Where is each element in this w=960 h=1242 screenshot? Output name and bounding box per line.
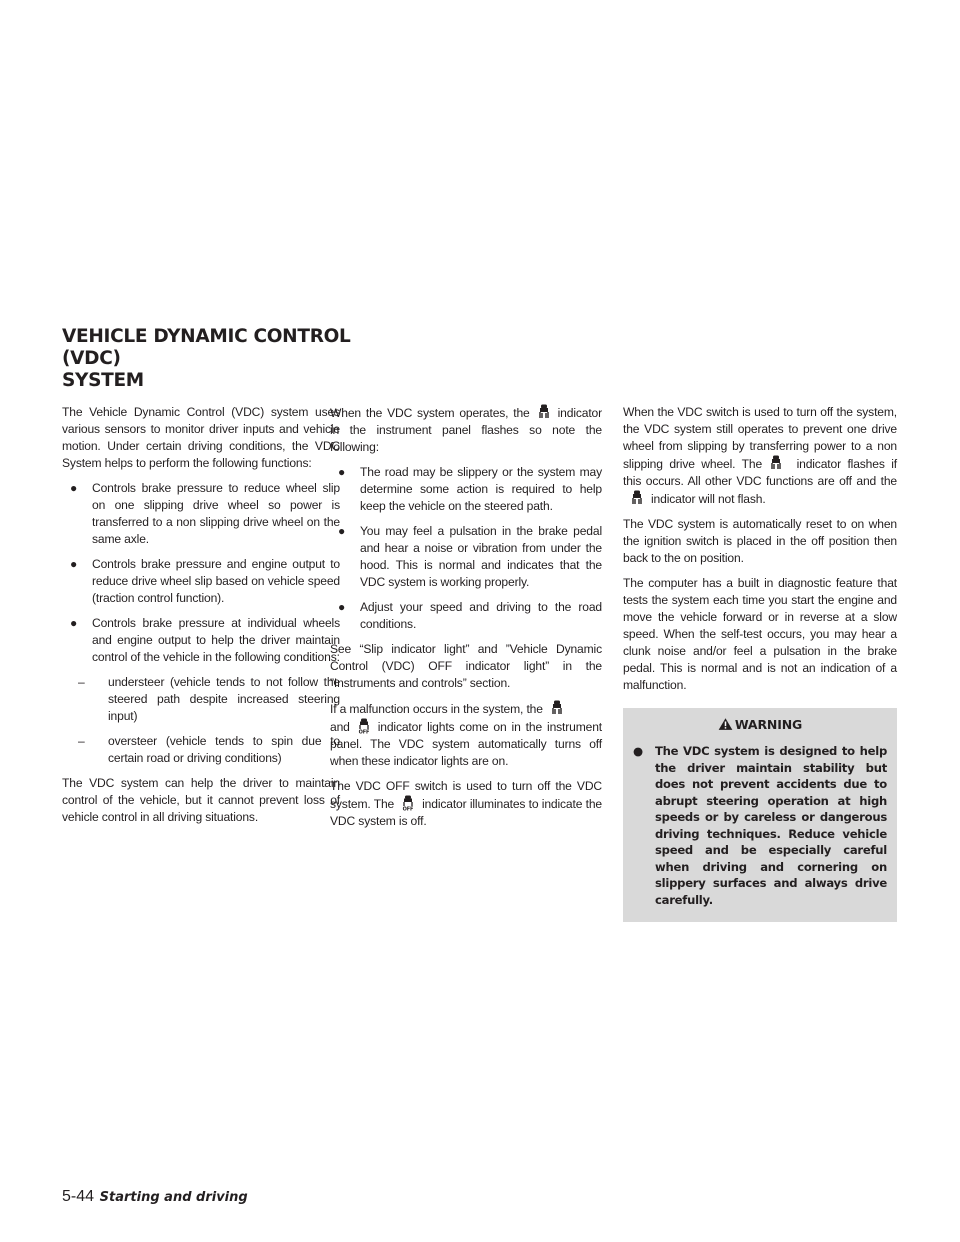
list-item — [330, 523, 602, 591]
bullet-icon: ● — [70, 481, 78, 495]
slip-indicator-icon — [534, 404, 554, 420]
bullet-text: You may feel a pulsation in the brake pedal and hear a noise or vibration from under the hood. This is normal and indicates that the VDC system is working properly. — [360, 524, 602, 589]
bullet-icon: ● — [70, 557, 78, 571]
heading-line-1: VEHICLE DYNAMIC CONTROL (VDC) — [62, 326, 351, 369]
bullet-text: The road may be slippery or the system may determine some action is required to help keep the vehicle on the steered path. — [360, 465, 602, 513]
list-item — [62, 480, 340, 548]
sub-list-item — [78, 733, 340, 767]
warning-header — [633, 716, 887, 733]
operation-paragraph: When the VDC system operates, the indicator in the instrument panel flashes so note the following: — [330, 406, 602, 454]
page-number: 5-44 — [62, 1188, 95, 1205]
column-1 — [62, 404, 340, 834]
list-item — [330, 599, 602, 633]
svg-text:OFF: OFF — [358, 729, 370, 734]
warning-item — [633, 743, 887, 908]
bullet-text: Controls brake pressure to reduce wheel slip on one slipping drive wheel so power is transferred to a non slipping drive wheel on the same axle. — [92, 481, 340, 546]
list-item — [62, 556, 340, 607]
sub-item-text: oversteer (vehicle tends to spin due to certain road or driving conditions) — [108, 734, 340, 765]
vdc-switch-paragraph: When the VDC switch is used to turn off the system, the VDC system still operates to prevent one drive wheel from slipping by transferring power to a non slipping drive wheel. The indicator flashes if this occurs. All other VDC functions are off and the indicator will not flash. — [623, 405, 897, 506]
list-item — [330, 464, 602, 515]
warning-box — [623, 708, 897, 922]
slip-indicator-icon — [766, 455, 786, 471]
dash-icon: – — [78, 675, 85, 689]
section-heading — [62, 326, 362, 392]
bullet-icon: ● — [338, 600, 346, 614]
sub-list-item — [78, 674, 340, 725]
vdc-off-indicator-icon — [354, 718, 374, 734]
heading-line-2: SYSTEM — [62, 370, 144, 391]
bullet-icon: ● — [70, 616, 78, 630]
bullet-text: Controls brake pressure at individual wheels and engine output to help the driver maintain control of the vehicle in the following conditions: — [92, 616, 340, 664]
slip-indicator-icon — [547, 700, 567, 716]
bullet-text: Controls brake pressure and engine output to reduce drive wheel slip based on vehicle speed (traction control function). — [92, 557, 340, 605]
bullet-text: Adjust your speed and driving to the road conditions. — [360, 600, 602, 631]
diagnostic-paragraph: The computer has a built in diagnostic feature that tests the system each time you start the engine and move the vehicle forward or in reverse at a slow speed. When the self-test occurs, you may hear a clunk noise and/or feel a pulsation in the brake pedal. This is normal and is not an indication of a malfunction. — [623, 576, 897, 692]
slip-indicator-icon — [627, 490, 647, 506]
column-2 — [330, 404, 602, 838]
bullet-icon: ● — [633, 744, 643, 758]
bullet-icon: ● — [338, 524, 346, 538]
malfunction-paragraph: If a malfunction occurs in the system, the and OFF indicator lights come on in the instrument panel. The VDC system automatically turns off when these indicator lights are on. — [330, 702, 602, 768]
closing-paragraph: The VDC system can help the driver to maintain control of the vehicle, but it cannot prevent loss of vehicle control in all driving situations. — [62, 776, 340, 824]
intro-paragraph: The Vehicle Dynamic Control (VDC) system uses various sensors to monitor driver inputs and vehicle motion. Under certain driving conditions, the VDC System helps to perform the following functions: — [62, 405, 340, 470]
sub-item-text: understeer (vehicle tends to not follow the steered path despite increased steering input) — [108, 675, 340, 723]
column-3 — [623, 404, 897, 922]
warning-title: WARNING — [734, 717, 803, 732]
bullet-icon: ● — [338, 465, 346, 479]
svg-text:OFF: OFF — [402, 806, 414, 811]
reference-paragraph: See “Slip indicator light” and ”Vehicle Dynamic Control (VDC) OFF indicator light” in the ”Instruments and controls” section. — [330, 642, 602, 690]
list-item — [62, 615, 340, 666]
vdc-off-indicator-icon — [398, 795, 418, 811]
section-name: Starting and driving — [99, 1190, 248, 1205]
warning-text: The VDC system is designed to help the driver maintain stability but does not prevent accidents due to abrupt steering operation at high speeds or by careless or dangerous driving techniques. Reduce vehicle speed and be especially careful when driving and cornering on slippery surfaces and always drive carefully. — [655, 744, 887, 907]
dash-icon: – — [78, 734, 85, 748]
vdc-off-switch-paragraph: The VDC OFF switch is used to turn off the VDC system. The OFF indicator illuminates to indicate the VDC system is off. — [330, 779, 602, 828]
warning-triangle-icon — [718, 717, 733, 731]
page-footer — [62, 1188, 248, 1206]
reset-paragraph: The VDC system is automatically reset to on when the ignition switch is placed in the off position then back to the on position. — [623, 517, 897, 565]
